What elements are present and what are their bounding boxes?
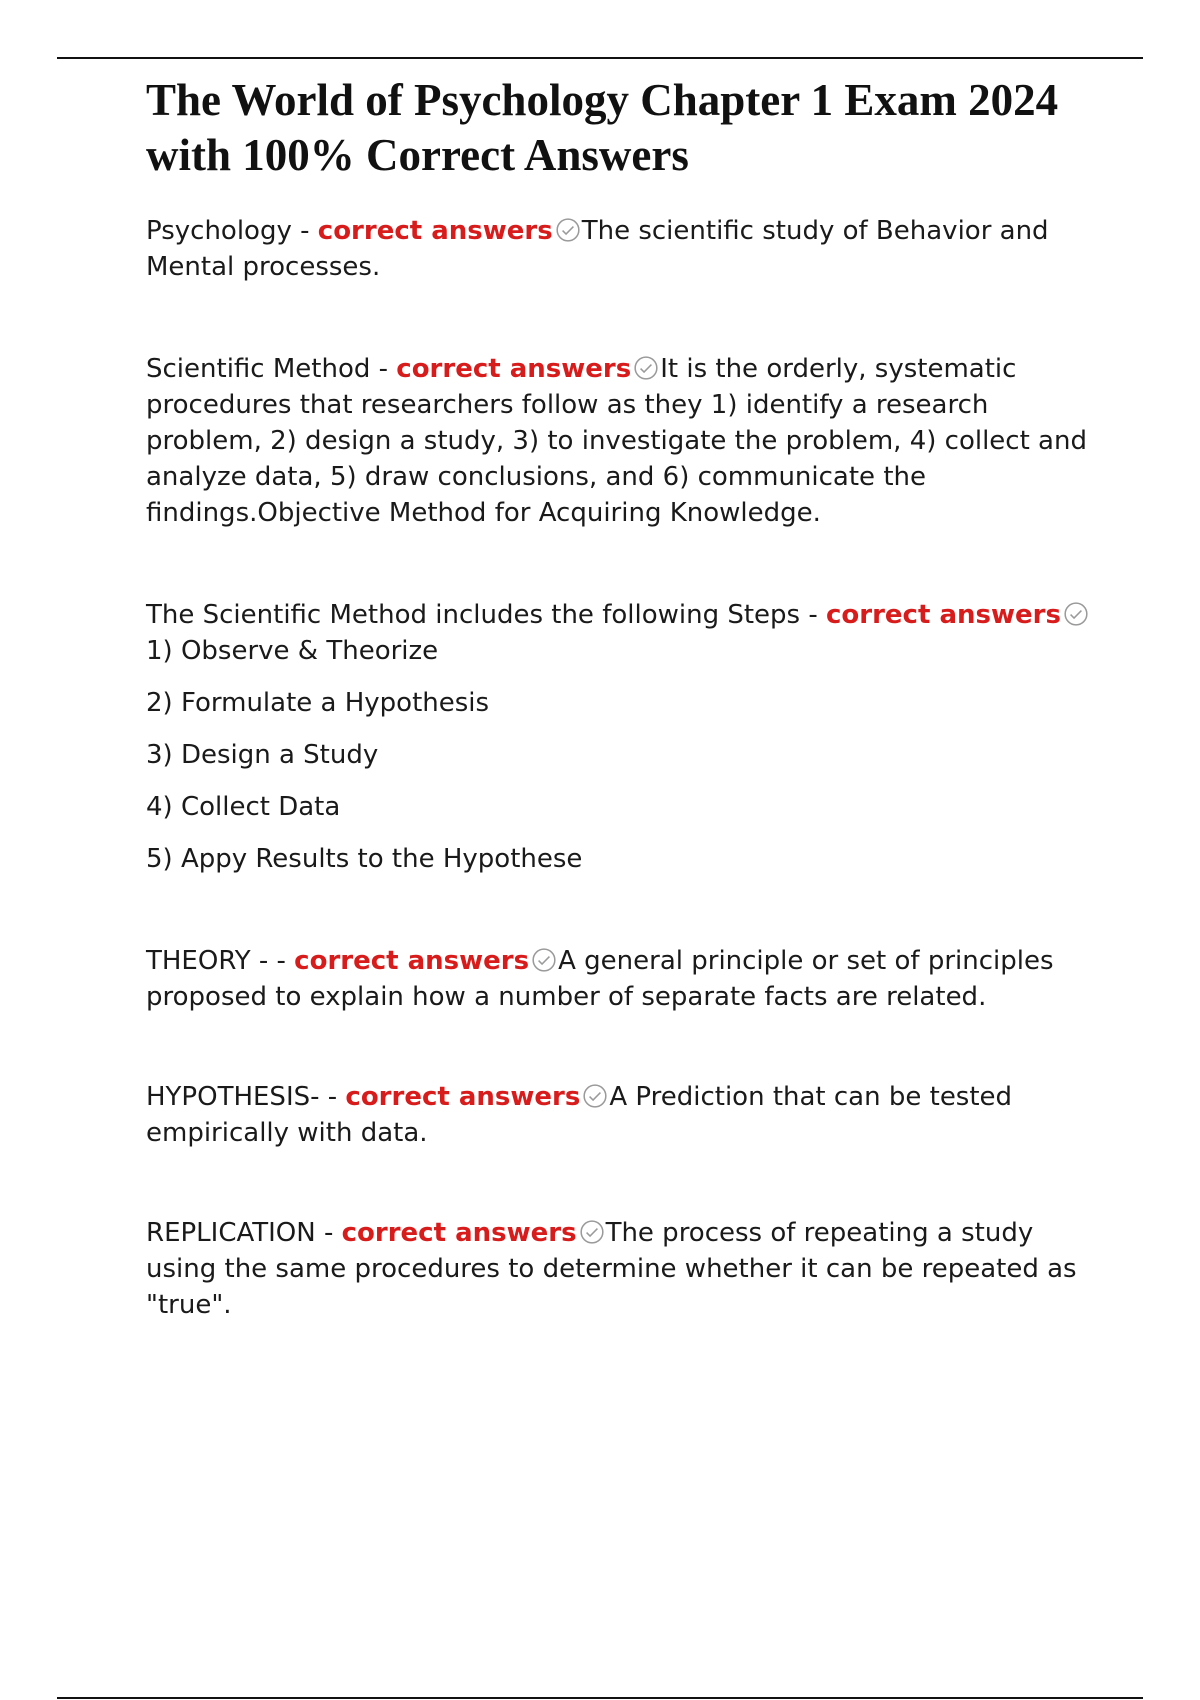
- entry-scientific-method-steps: [146, 597, 1096, 877]
- correct-answers-label: correct answers: [396, 354, 632, 384]
- check-circle-icon: [579, 1219, 605, 1245]
- correct-answers-label: correct answers: [317, 216, 553, 246]
- term: REPLICATION -: [146, 1218, 342, 1248]
- entry-hypothesis: [146, 1079, 1096, 1151]
- answer: A general principle or set of principles proposed to explain how a number of separate facts are related.: [146, 946, 1054, 1012]
- answer: 1) Observe & Theorize: [146, 636, 439, 666]
- step-item: 2) Formulate a Hypothesis: [146, 688, 490, 718]
- check-circle-icon: [633, 355, 659, 381]
- term: Scientific Method -: [146, 354, 397, 384]
- entry-replication: [146, 1215, 1096, 1323]
- correct-answers-label: correct answers: [341, 1218, 577, 1248]
- term: Psychology -: [146, 216, 318, 246]
- entry-theory: [146, 943, 1096, 1015]
- correct-answers-label: correct answers: [294, 946, 530, 976]
- answer: It is the orderly, systematic procedures that researchers follow as they 1) identify a research problem, 2) design a study, 3) to investigate the problem, 4) collect and analyze data, 5) draw conclusions, and 6) communicate the findings.Objective Method for Acquiring Knowledge.: [146, 354, 1087, 528]
- correct-answers-label: correct answers: [345, 1082, 581, 1112]
- bottom-rule: [57, 1697, 1143, 1699]
- entry-scientific-method: [146, 351, 1096, 531]
- answer: A Prediction that can be tested empirically with data.: [146, 1082, 1013, 1148]
- term: The Scientific Method includes the following Steps -: [146, 600, 826, 630]
- term: HYPOTHESIS- -: [146, 1082, 346, 1112]
- check-circle-icon: [531, 947, 557, 973]
- term: THEORY - -: [146, 946, 295, 976]
- correct-answers-label: correct answers: [826, 600, 1061, 630]
- document-page: [146, 73, 1096, 1323]
- entry-psychology: [146, 213, 1096, 285]
- answer: The scientific study of Behavior and Mental processes.: [146, 216, 1049, 282]
- step-item: 3) Design a Study: [146, 740, 379, 770]
- step-item: 4) Collect Data: [146, 792, 341, 822]
- top-rule: [57, 57, 1143, 59]
- check-circle-icon: [555, 217, 581, 243]
- document-title: The World of Psychology Chapter 1 Exam 2024 with 100% Correct Answers: [146, 75, 1059, 180]
- answer: The process of repeating a study using the same procedures to determine whether it can be repeated as "true".: [146, 1218, 1077, 1320]
- step-item: 5) Appy Results to the Hypothese: [146, 844, 583, 874]
- check-circle-icon: [582, 1083, 608, 1109]
- check-circle-icon: [1063, 601, 1089, 627]
